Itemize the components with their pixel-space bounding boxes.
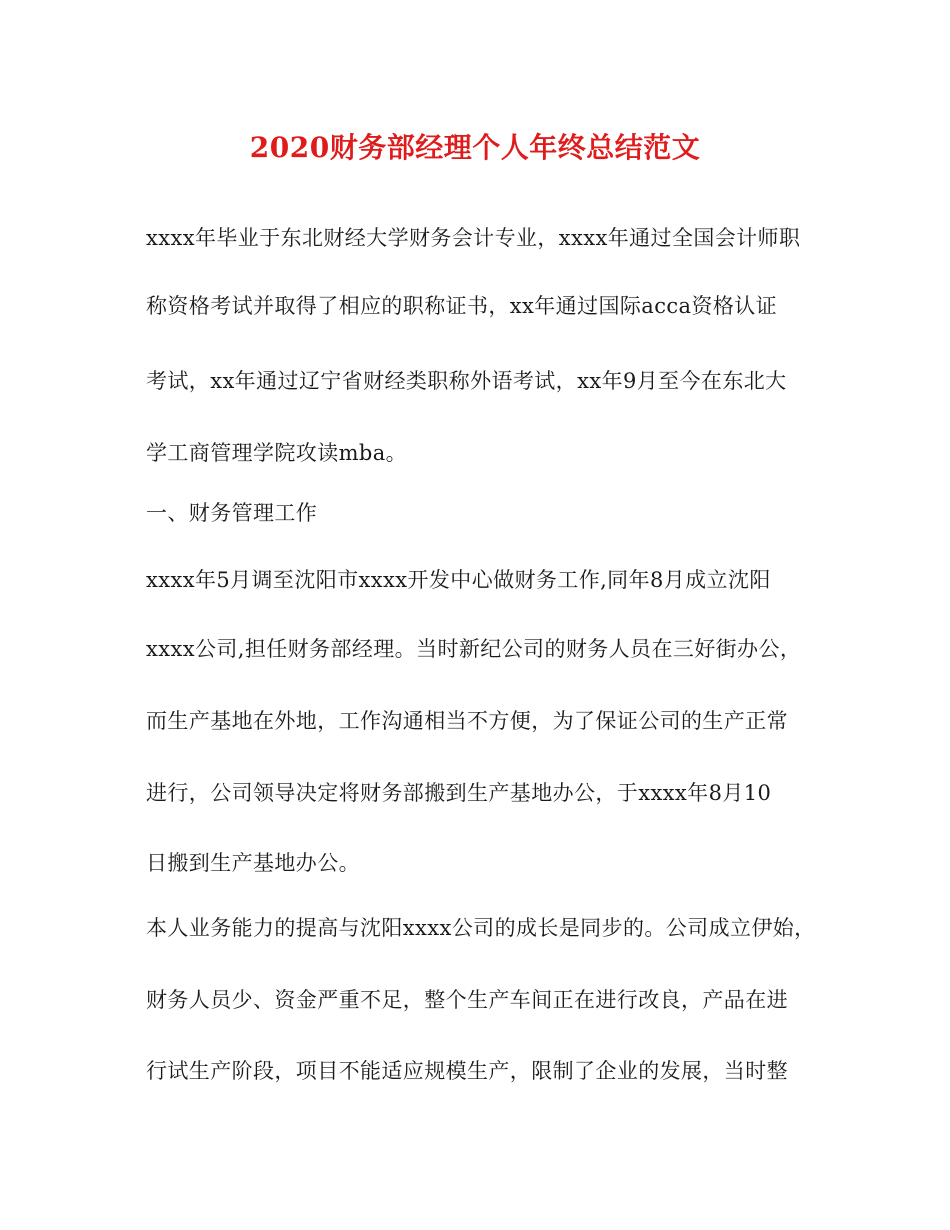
paragraph-line: 考试，xx年通过辽宁省财经类职称外语考试，xx年9月至今在东北大 xyxy=(146,369,787,393)
paragraph-line: xxxx公司,担任财务部经理。当时新纪公司的财务人员在三好街办公， xyxy=(146,637,802,661)
paragraph-line: 本人业务能力的提高与沈阳xxxx公司的成长是同步的。公司成立伊始， xyxy=(146,916,816,940)
document-title: 2020财务部经理个人年终总结范文 xyxy=(249,131,701,164)
paragraph-line: 行试生产阶段，项目不能适应规模生产，限制了企业的发展，当时整 xyxy=(146,1059,788,1083)
paragraph-line: 财务人员少、资金严重不足，整个生产车间正在进行改良，产品在进 xyxy=(146,988,788,1012)
paragraph-line: 日搬到生产基地办公。 xyxy=(146,851,360,875)
paragraph-line: xxxx年毕业于东北财经大学财务会计专业，xxxx年通过全国会计师职 xyxy=(146,226,801,250)
paragraph-line: 而生产基地在外地，工作沟通相当不方便，为了保证公司的生产正常 xyxy=(146,709,788,733)
section-heading: 一、财务管理工作 xyxy=(146,501,318,525)
paragraph-line: 进行，公司领导决定将财务部搬到生产基地办公，于xxxx年8月10 xyxy=(146,781,772,805)
paragraph-line: xxxx年5月调至沈阳市xxxx开发中心做财务工作,同年8月成立沈阳 xyxy=(146,568,771,592)
paragraph-line: 称资格考试并取得了相应的职称证书，xx年通过国际acca资格认证 xyxy=(146,294,778,318)
paragraph-line: 学工商管理学院攻读mba。 xyxy=(146,441,408,465)
